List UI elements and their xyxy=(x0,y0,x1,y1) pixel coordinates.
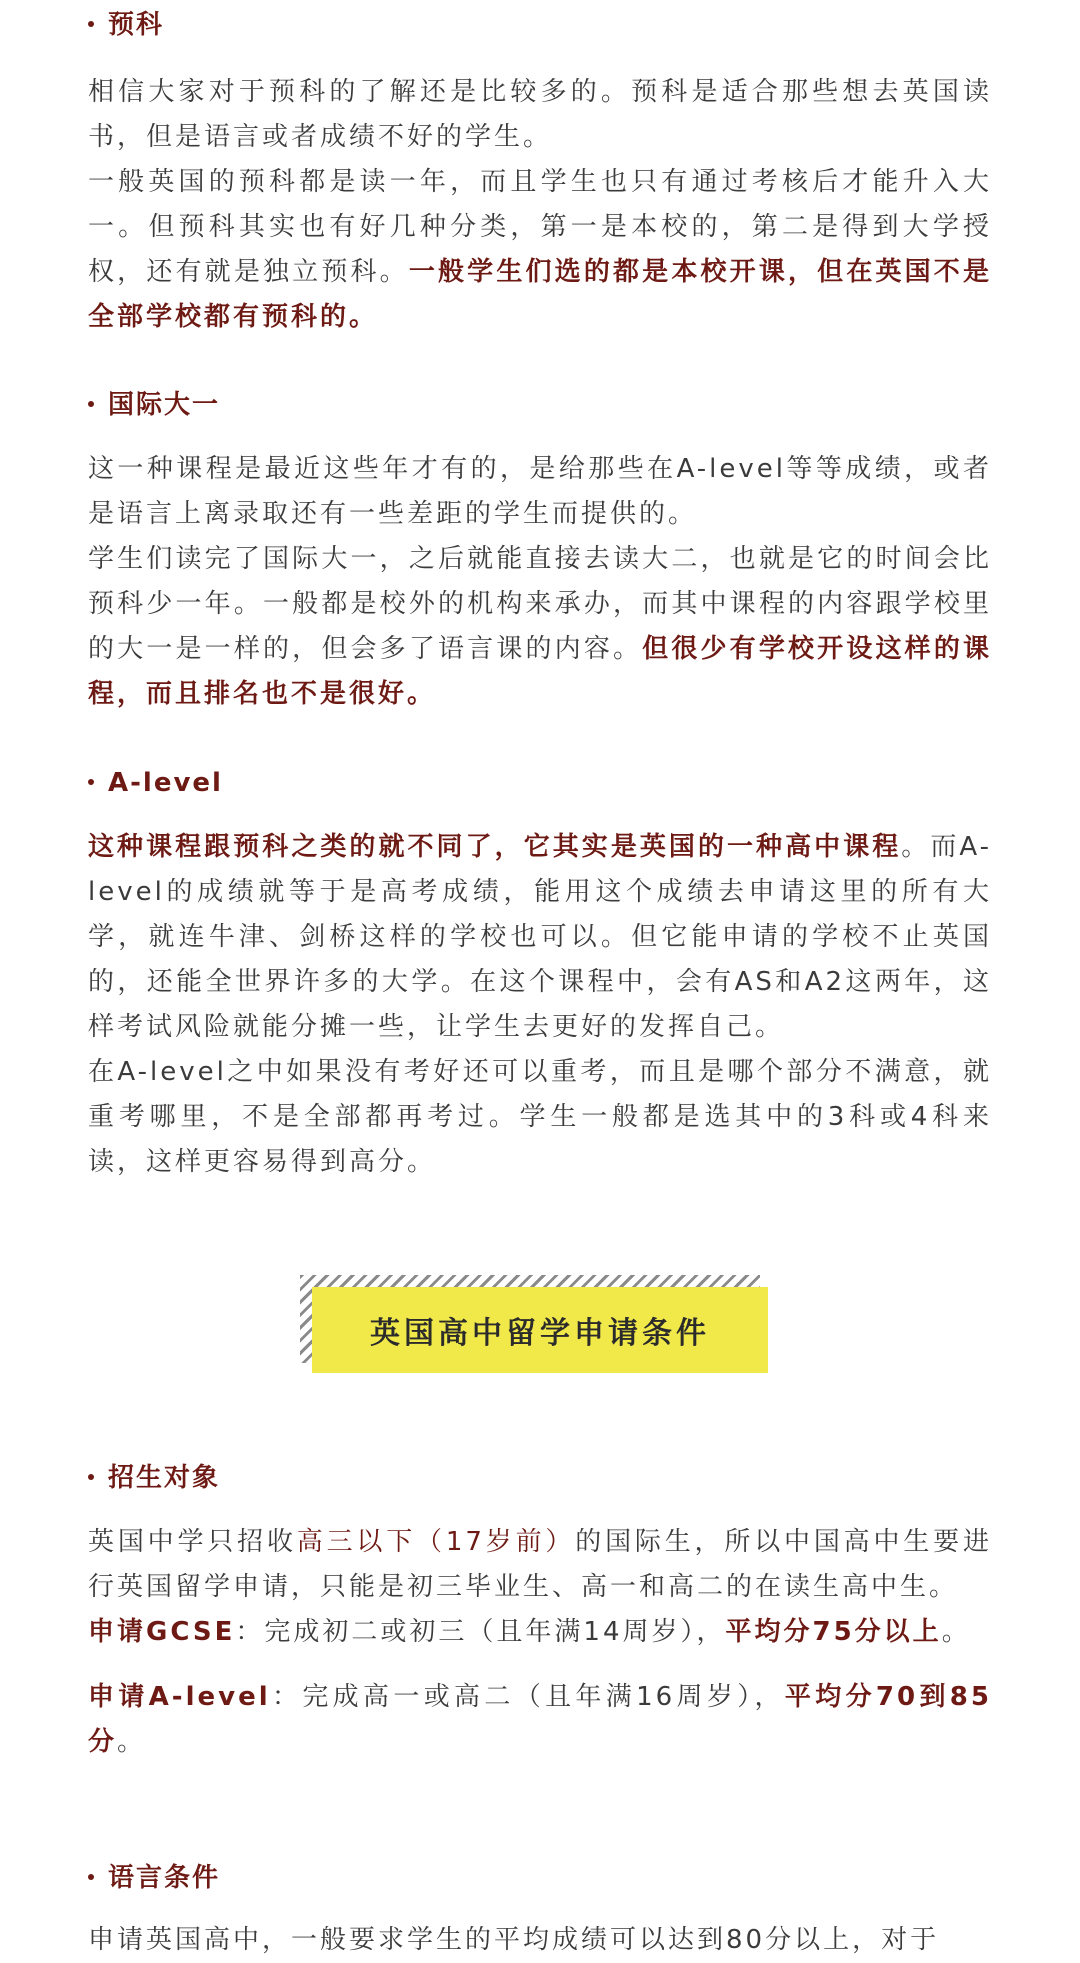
paragraph-text: 申请英国高中，一般要求学生的平均成绩可以达到80分以上，对于 xyxy=(88,1925,940,1955)
plain-text: 一般英国的预科都是读一年，而且学生也只有通过考核后才能升入大一。但预科其实也有好几种分类，第一是本校的，第二是得到大学授权，还有就是独立预科。 xyxy=(88,167,992,287)
bullet-dot-icon xyxy=(88,21,94,27)
plain-text: 。而A-level的成绩就等于是高考成绩，能用这个成绩去申请这里的所有大学，就连牛津、剑桥这样的学校也可以。但它能申请的学校不止英国的，还能全世界许多的大学。在这个课程中，会有AS和A2这两年，这样考试风险就能分摊一些，让学生去更好的发挥自己。 xyxy=(88,832,992,1042)
paragraph-alevel xyxy=(88,825,992,1185)
section-heading-alevel xyxy=(88,763,223,803)
gcse-label: 申请GCSE xyxy=(88,1617,236,1647)
plain-text: ：完成初二或初三（且年满14周岁）， xyxy=(235,1617,726,1647)
bullet-dot-icon xyxy=(88,401,94,407)
heading-text: A-level xyxy=(108,768,223,798)
plain-text: 。 xyxy=(941,1617,971,1647)
plain-text: ：完成高一或高二（且年满16周岁）， xyxy=(270,1682,785,1712)
section-banner xyxy=(300,1275,770,1375)
highlight-text: 一般学生们选的都是本校开课，但在英国不是全部学校都有预科的。 xyxy=(88,257,992,332)
paragraph-text: 相信大家对于预科的了解还是比较多的。预科是适合那些想去英国读书，但是语言或者成绩不好的学生。 xyxy=(88,77,992,152)
alevel-requirement xyxy=(88,1675,992,1765)
paragraph-text xyxy=(88,537,992,717)
alevel-label: 申请A-level xyxy=(88,1682,271,1712)
heading-text: 语言条件 xyxy=(108,1863,221,1893)
paragraph-yuke xyxy=(88,70,992,340)
paragraph-text xyxy=(88,1520,992,1610)
highlight-text: 但很少有学校开设这样的课程，而且排名也不是很好。 xyxy=(88,634,992,709)
paragraph-text xyxy=(88,825,992,1050)
heading-text: 国际大一 xyxy=(108,390,221,420)
plain-text: 。 xyxy=(117,1727,147,1757)
highlight-text: 高三以下（17岁前） xyxy=(296,1527,576,1557)
bullet-dot-icon xyxy=(88,1874,94,1880)
gcse-requirement xyxy=(88,1610,992,1655)
heading-text: 预科 xyxy=(108,10,165,40)
section-heading-zhaosheng xyxy=(88,1458,220,1498)
banner-title: 英国高中留学申请条件 xyxy=(370,1316,710,1351)
paragraph-yuyan xyxy=(88,1918,992,1963)
banner-box xyxy=(312,1287,768,1373)
bullet-dot-icon xyxy=(88,1474,94,1480)
plain-text: 学生们读完了国际大一，之后就能直接去读大二，也就是它的时间会比预科少一年。一般都是校外的机构来承办，而其中课程的内容跟学校里的大一是一样的，但会多了语言课的内容。 xyxy=(88,544,992,664)
alevel-score: 平均分70到85分 xyxy=(88,1682,992,1757)
heading-text: 招生对象 xyxy=(108,1463,221,1493)
plain-text: 的国际生，所以中国高中生要进行英国留学申请，只能是初三毕业生、高一和高二的在读生高中生。 xyxy=(88,1527,992,1602)
plain-text: 英国中学只招收 xyxy=(88,1527,297,1557)
paragraph-zhaosheng xyxy=(88,1520,992,1765)
section-heading-guoji xyxy=(88,385,220,425)
section-heading-yuke xyxy=(88,5,164,45)
bullet-dot-icon xyxy=(88,779,94,785)
highlight-text: 这种课程跟预科之类的就不同了，它其实是英国的一种高中课程 xyxy=(88,832,902,862)
section-heading-yuyan xyxy=(88,1858,220,1898)
paragraph-text xyxy=(88,160,992,340)
paragraph-text: 这一种课程是最近这些年才有的，是给那些在A-level等等成绩，或者是语言上离录取还有一些差距的学生而提供的。 xyxy=(88,454,992,529)
gcse-score: 平均分75分以上 xyxy=(725,1617,942,1647)
paragraph-guoji xyxy=(88,447,992,717)
paragraph-text: 在A-level之中如果没有考好还可以重考，而且是哪个部分不满意，就重考哪里，不是全部都再考过。学生一般都是选其中的3科或4科来读，这样更容易得到高分。 xyxy=(88,1057,992,1177)
